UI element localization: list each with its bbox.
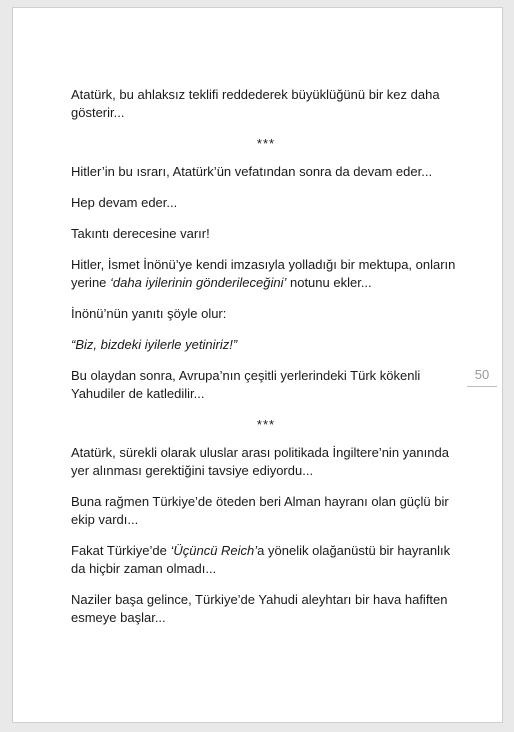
paragraph-5-text-end: notunu ekler... <box>286 275 372 290</box>
document-page <box>12 7 503 723</box>
paragraph-11-text-end: a yönelik olağanüstü bir hayranlık da hiçbir zaman olmadı... <box>71 543 451 576</box>
paragraph-10: Buna rağmen Türkiye’de öteden beri Alman hayranı olan güçlü bir ekip vardı... <box>71 494 449 527</box>
page-content <box>71 86 461 640</box>
paragraph-11-italic: ‘Üçüncü Reich’ <box>170 543 258 558</box>
page-number-underline <box>467 386 497 387</box>
section-separator: *** <box>256 136 276 151</box>
paragraph-5-italic: ‘daha iyilerinin gönderileceğini’ <box>110 275 287 290</box>
quote: “Biz, bizdeki iyilerle yetiniriz!” <box>71 337 238 352</box>
section-separator: *** <box>256 417 276 432</box>
page-number: 50 <box>474 367 490 382</box>
paragraph-5 <box>71 256 461 292</box>
paragraph-3: Hep devam eder... <box>71 195 178 210</box>
paragraph-11 <box>71 542 461 578</box>
paragraph-1: Atatürk, bu ahlaksız teklifi reddederek büyüklüğünü bir kez daha gösterir... <box>71 87 440 120</box>
paragraph-8: Bu olaydan sonra, Avrupa’nın çeşitli yerlerindeki Türk kökenli Yahudiler de katledilir... <box>71 368 421 401</box>
paragraph-5-text: Hitler, İsmet İnönü’ye kendi imzasıyla yolladığı bir mektupa, onların yerine <box>71 257 456 290</box>
paragraph-4: Takıntı derecesine varır! <box>71 226 210 241</box>
paragraph-2: Hitler’in bu ısrarı, Atatürk’ün vefatından sonra da devam eder... <box>71 164 433 179</box>
paragraph-11-text: Fakat Türkiye’de <box>71 543 171 558</box>
paragraph-9: Atatürk, sürekli olarak uluslar arası politikada İngiltere’nin yanında yer alınması gerektiğini tavsiye ediyordu... <box>71 445 449 478</box>
paragraph-6: İnönü’nün yanıtı şöyle olur: <box>71 306 227 321</box>
paragraph-12: Naziler başa gelince, Türkiye’de Yahudi aleyhtarı bir hava hafiften esmeye başlar... <box>71 592 448 625</box>
